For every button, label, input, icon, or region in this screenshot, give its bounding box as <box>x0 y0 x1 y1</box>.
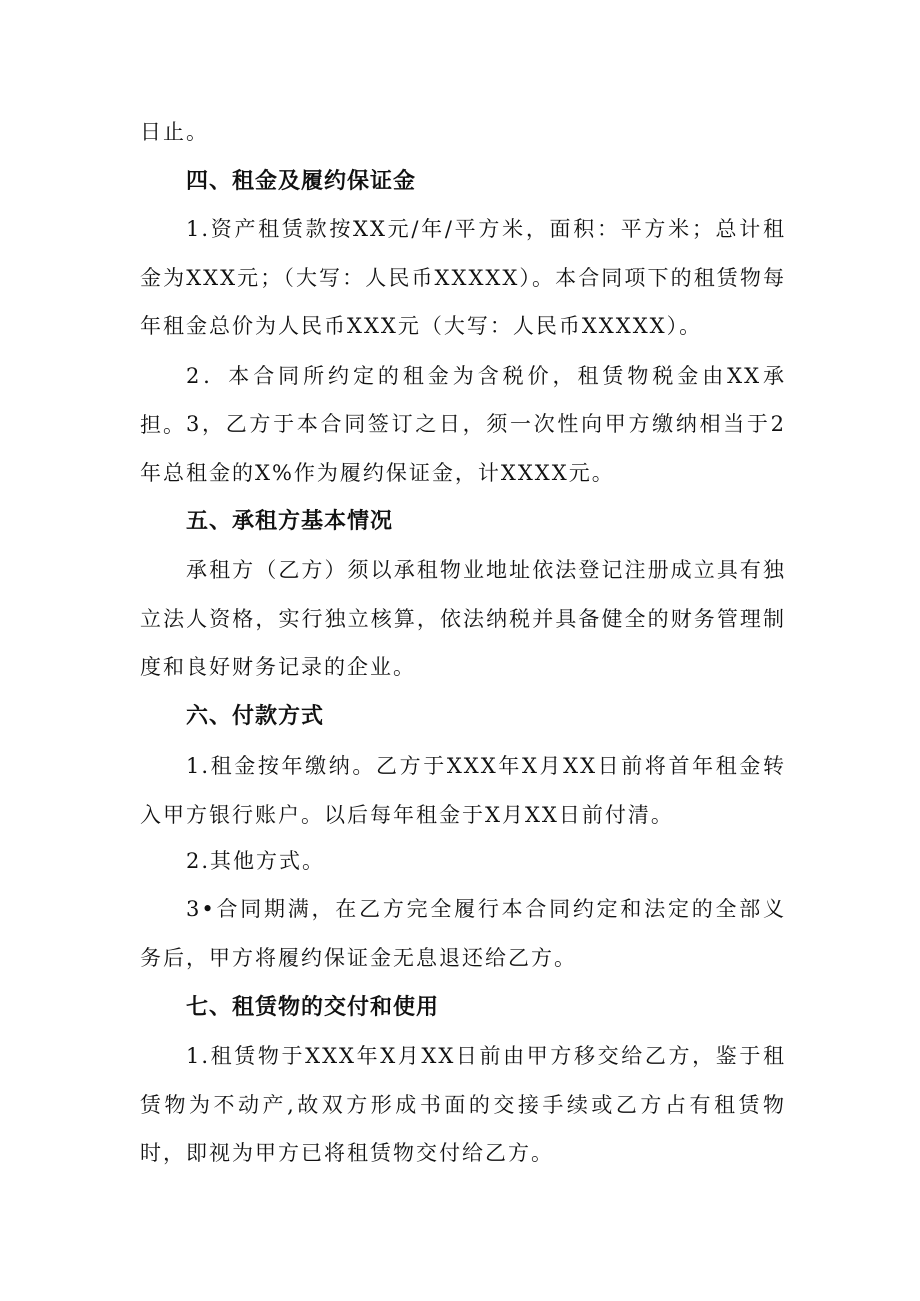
section-7-paragraph-1: 1.租赁物于XXX年X月XX日前由甲方移交给乙方，鉴于租赁物为不动产,故双方形成书面的交接手续或乙方占有租赁物时，即视为甲方已将租赁物交付给乙方。 <box>140 1044 786 1165</box>
section-6-heading: 六、付款方式 <box>186 704 325 729</box>
section-6-paragraph-3: 3•合同期满，在乙方完全履行本合同约定和法定的全部义务后，甲方将履约保证金无息退还给乙方。 <box>140 897 786 970</box>
paragraph-continuation: 日止。 <box>140 120 209 144</box>
section-4-heading: 四、租金及履约保证金 <box>186 169 417 194</box>
section-4-paragraph-2: 2．本合同所约定的租金为含税价，租赁物税金由XX承担。 <box>140 364 786 437</box>
section-6-paragraph-2: 2.其他方式。 <box>186 849 326 873</box>
section-4-paragraph-3: 3，乙方于本合同签订之日，须一次性向甲方缴纳相当于2年总租金的X%作为履约保证金，计XXXX元。 <box>140 412 786 485</box>
section-4-paragraph-1: 1.资产租赁款按XX元/年/平方米，面积：平方米；总计租金为XXX元；（大写：人民币XXXXX）。本合同项下的租赁物每年租金总价为人民币XXX元（大写：人民币XXXXX）。 <box>140 217 786 338</box>
section-7-heading: 七、租赁物的交付和使用 <box>186 995 440 1020</box>
section-5-heading: 五、承租方基本情况 <box>186 509 394 534</box>
section-5-paragraph-1: 承租方（乙方）须以承租物业地址依法登记注册成立具有独立法人资格，实行独立核算，依法纳税并具备健全的财务管理制度和良好财务记录的企业。 <box>140 558 786 679</box>
section-6-paragraph-1: 1.租金按年缴纳。乙方于XXX年X月XX日前将首年租金转入甲方银行账户。以后每年租金于X月XX日前付清。 <box>140 754 786 827</box>
